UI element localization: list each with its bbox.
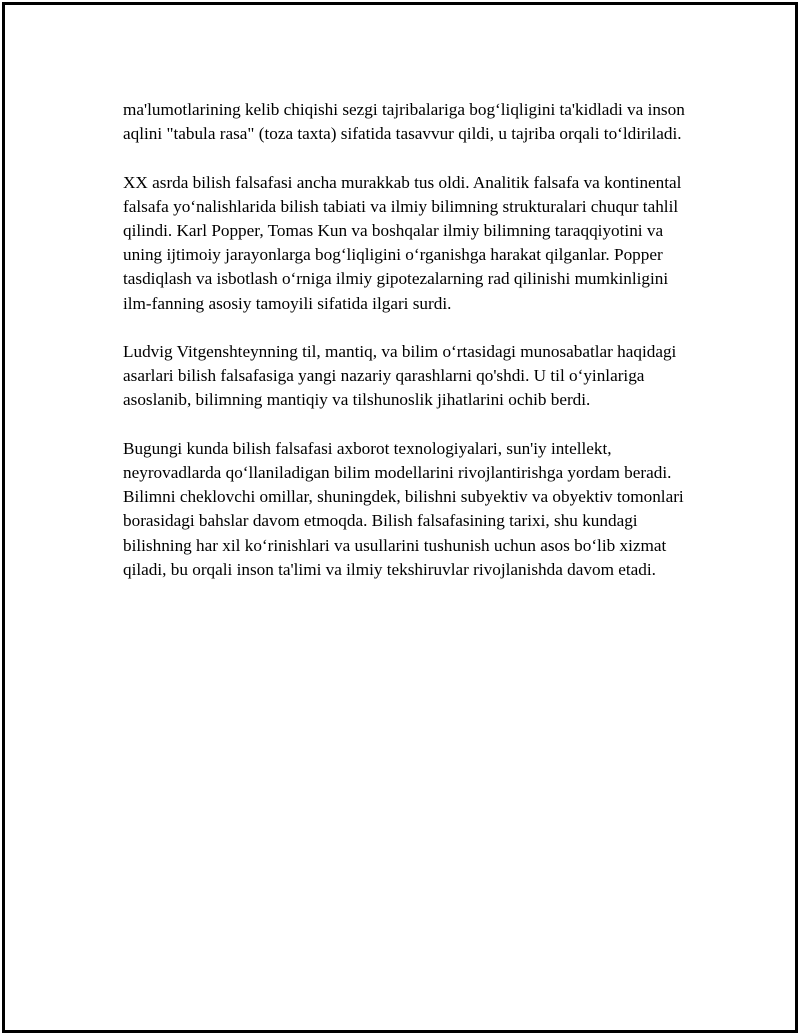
paragraph-3: Ludvig Vitgenshteynning til, mantiq, va bilim o‘rtasidagi munosabatlar haqidagi asarlari bilish falsafasiga yangi nazariy qarashlarni qo'shdi. U til o‘yinlariga asoslanib, bilimning mantiqiy va tilshunoslik jihatlarini ochib berdi. [123, 342, 677, 410]
paragraph-2: XX asrda bilish falsafasi ancha murakkab tus oldi. Analitik falsafa va kontinental falsafa yo‘nalishlarida bilish tabiati va ilmiy bilimning strukturalari chuqur tahlil qilindi. Karl Popper, Tomas Kun va boshqalar ilmiy bilimning taraqqiyotini va uning ijtimoiy jarayonlarga bog‘liqligini o‘rganishga harakat qilganlar. Popper tasdiqlash va isbotlash o‘rniga ilmiy gipotezalarning rad qilinishi mumkinligini ilm-fanning asosiy tamoyili sifatida ilgari surdi. [123, 172, 682, 313]
document-body [123, 98, 693, 606]
paragraph-1: ma'lumotlarining kelib chiqishi sezgi tajribalariga bog‘liqligini ta'kidladi va inson aqlini "tabula rasa" (toza taxta) sifatida tasavvur qildi, u tajriba orqali to‘ldiriladi. [123, 100, 685, 144]
paragraph-4: Bugungi kunda bilish falsafasi axborot texnologiyalari, sun'iy intellekt, neyrovadlarda qo‘llaniladigan bilim modellarini rivojlantirishga yordam beradi. Bilimni cheklovchi omillar, shuningdek, bilishni subyektiv va obyektiv tomonlari borasidagi bahslar davom etmoqda. Bilish falsafasining tarixi, shu kundagi bilishning har xil ko‘rinishlari va usullarini tushunish uchun asos bo‘lib xizmat qiladi, bu orqali inson ta'limi va ilmiy tekshiruvlar rivojlanishda davom etadi. [123, 438, 684, 579]
page-frame [2, 2, 798, 1033]
